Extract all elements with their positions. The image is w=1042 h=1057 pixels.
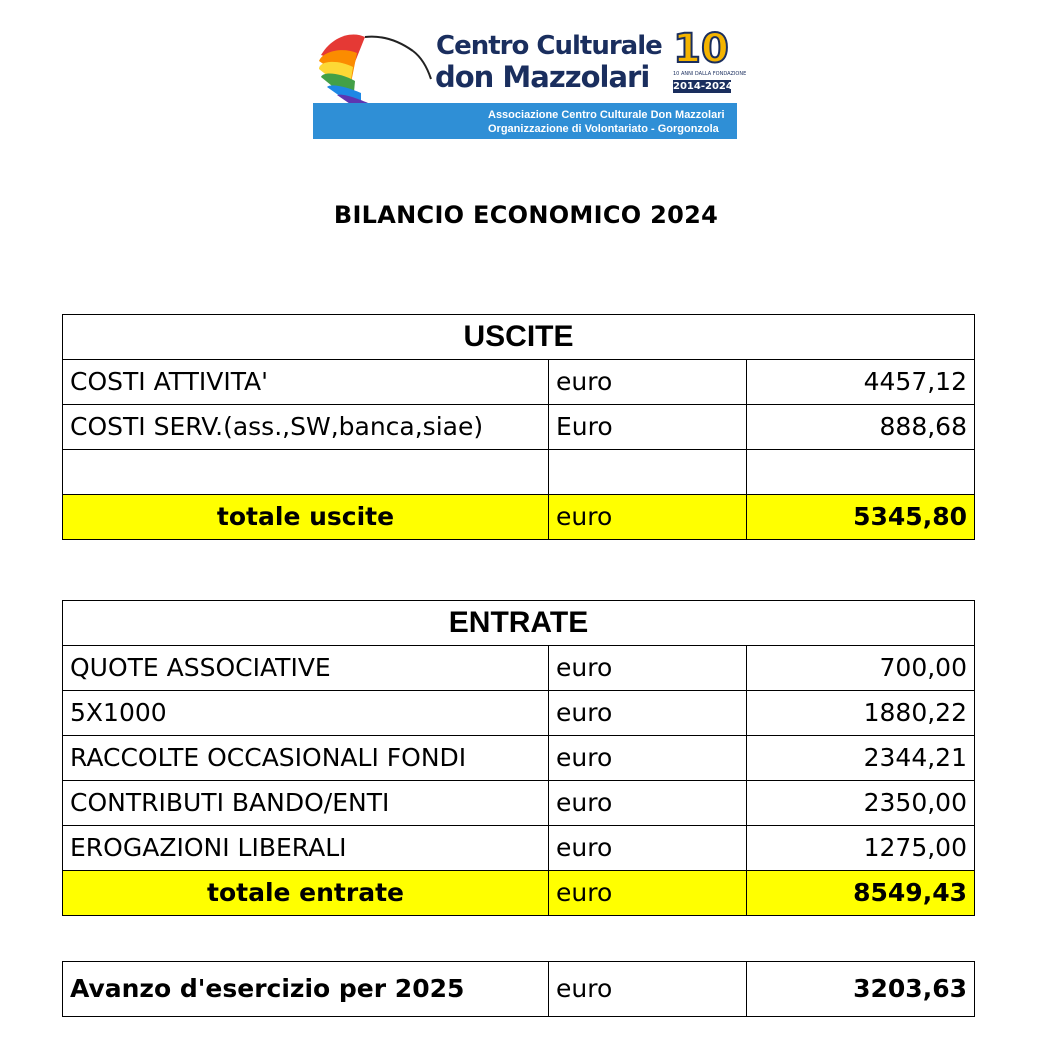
row-label: COSTI SERV.(ass.,SW,banca,siae) [63,405,549,450]
total-unit: euro [549,871,747,916]
table-row [63,360,975,405]
row-amount: 700,00 [747,646,975,691]
entrate-header-row [63,601,975,646]
total-amount: 5345,80 [747,495,975,540]
row-unit: euro [549,826,747,871]
row-unit: euro [549,646,747,691]
total-unit: euro [549,495,747,540]
row-unit: Euro [549,405,747,450]
row-label: CONTRIBUTI BANDO/ENTI [63,781,549,826]
table-row-empty [63,450,975,495]
row-unit: euro [549,736,747,781]
row-unit: euro [549,691,747,736]
row-label: QUOTE ASSOCIATIVE [63,646,549,691]
row-amount: 1275,00 [747,826,975,871]
table-row [63,826,975,871]
row-unit [549,450,747,495]
table-row [63,781,975,826]
anniversary-years: 2014-2024 [673,81,733,92]
row-amount: 2350,00 [747,781,975,826]
total-label: totale uscite [63,495,549,540]
uscite-header-row [63,315,975,360]
anniversary-caption: 10 ANNI DALLA FONDAZIONE [673,71,747,77]
avanzo-unit: euro [549,962,747,1017]
row-label: COSTI ATTIVITA' [63,360,549,405]
logo-band-line1: Associazione Centro Culturale Don Mazzolari [488,109,725,121]
row-label: EROGAZIONI LIBERALI [63,826,549,871]
row-amount: 2344,21 [747,736,975,781]
association-logo [313,26,747,139]
row-amount [747,450,975,495]
uscite-heading: USCITE [63,315,975,360]
uscite-table [62,314,975,540]
logo-title-line2: don Mazzolari [435,60,650,94]
table-row [63,691,975,736]
avanzo-row [63,962,975,1017]
anniversary-badge [671,26,747,99]
avanzo-amount: 3203,63 [747,962,975,1017]
row-label: RACCOLTE OCCASIONALI FONDI [63,736,549,781]
table-row [63,405,975,450]
row-amount: 888,68 [747,405,975,450]
total-amount: 8549,43 [747,871,975,916]
row-unit: euro [549,360,747,405]
entrate-heading: ENTRATE [63,601,975,646]
table-row [63,646,975,691]
total-label: totale entrate [63,871,549,916]
entrate-table [62,600,975,916]
logo-band-line2: Organizzazione di Volontariato - Gorgonzola [488,123,719,135]
table-row [63,736,975,781]
logo-title-line1: Centro Culturale [436,31,662,61]
avanzo-label: Avanzo d'esercizio per 2025 [63,962,549,1017]
uscite-total-row [63,495,975,540]
row-label [63,450,549,495]
row-amount: 4457,12 [747,360,975,405]
anniversary-number: 10 [673,26,729,72]
page-title: BILANCIO ECONOMICO 2024 [333,201,719,229]
entrate-total-row [63,871,975,916]
row-amount: 1880,22 [747,691,975,736]
row-label: 5X1000 [63,691,549,736]
avanzo-table [62,961,975,1017]
row-unit: euro [549,781,747,826]
